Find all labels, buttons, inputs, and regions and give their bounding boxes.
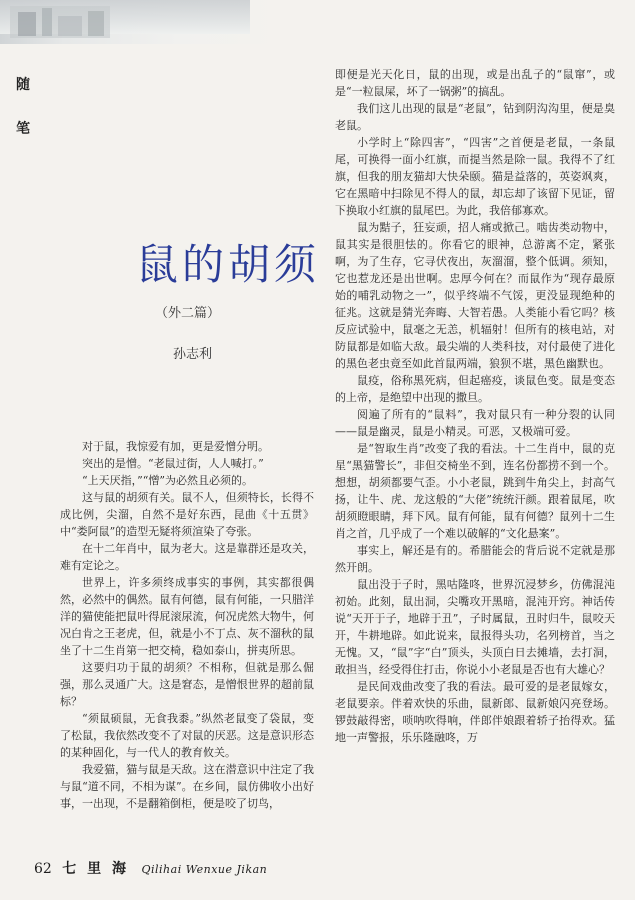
column-label-first: 随: [16, 77, 30, 93]
paragraph: 鼠出没于子时，黑咕隆咚，世界沉浸梦乡，仿佛混沌初始。此刻，鼠出洞，尖嘴攻开黑暗，混沌开窍。神话传说“天开于子，地辟于丑”，子时属鼠，丑时归牛，鼠咬天开，牛耕地辟。如此说来，鼠报得头功，名列榜首，当之无愧。又，“鼠”字“白”顶头，头顶白日去摊墙，去打洞，敢担当，经受得住打击，你说小小老鼠是否也有大雄心？: [335, 578, 615, 676]
article-author: 孙志利: [173, 347, 213, 362]
paragraph: 即便是光天化日，鼠的出现，或是出乱子的“鼠窜”，或是“一粒鼠屎，坏了一锅粥”的搞乱。: [335, 68, 615, 98]
magazine-name-cn: 七 里 海: [62, 861, 130, 877]
paragraph: 对于鼠，我惊爱有加，更是爱憎分明。: [82, 440, 269, 453]
paragraph: 是民间戏曲改变了我的看法。最可爱的是老鼠嫁女，老鼠要亲。伴着欢快的乐曲，鼠新郎、鼠新娘闪亮登场。锣鼓敲得密，唢呐吹得响，伴郎伴娘跟着轿子抬得欢。猛地一声警报，乐乐隆融咚，万: [335, 680, 615, 744]
paragraph: 这与鼠的胡须有关。鼠不人，但须特长，长得不成比例，尖溜，自然不是好东西，昆曲《十五贯》中“娄阿鼠”的造型无疑将须渲染了夸张。: [60, 491, 314, 538]
paragraph: 在十二年肖中，鼠为老大。这是靠群还是攻关，难有定论之。: [60, 542, 314, 572]
paragraph: 阅遍了所有的“鼠料”，我对鼠只有一种分裂的认同——鼠是幽灵，鼠是小精灵。可恶，又极端可爱。: [335, 408, 615, 438]
paragraph: “须鼠硕鼠，无食我黍。”纵然老鼠变了袋鼠，变了松鼠，我依然改变不了对鼠的厌恶。这是意识形态的某种固化，与一代人的教育攸关。: [60, 712, 314, 759]
article-subtitle: （外二篇）: [155, 306, 221, 321]
left-text-column: [60, 438, 314, 812]
header-emblem-icon: [8, 2, 112, 40]
right-text-column: [335, 66, 615, 746]
column-label-second: 笔: [16, 121, 30, 137]
paragraph: 突出的是憎。“老鼠过街，人人喊打。”: [82, 457, 264, 470]
paragraph: 我们这儿出现的鼠是“老鼠”，钻到阴沟沟里，便是臭老鼠。: [335, 102, 615, 132]
paragraph: 小学时上“除四害”，“四害”之首便是老鼠，一条鼠尾，可换得一面小红旗，而提当然是除一鼠。我得不了红旗，但我的朋友猫却大快朵颐。猫是益落的，英姿飒爽，它在黑暗中扫除见不得人的鼠，却忘却了该留下见证，留下换取小红旗的鼠尾巴。为此，我倍郁寡欢。: [335, 136, 615, 217]
paragraph: 世界上，许多须终成事实的事例，其实都很偶然，必然中的偶然。鼠有何德，鼠有何能，一只腊洋洋的猫使能把鼠叶得屁滚尿流，何况虎然大物牛，何况白肯之王老虎，但，就是小不丁点、灰不溜秋的鼠坐了十二生肖第一把交椅，稳如泰山，拼夷所思。: [60, 576, 314, 657]
paragraph: 是“智取生肖”改变了我的看法。十二生肖中，鼠的克星“黑猫警长”，非但交椅坐不到，连名份都捞不到一个。想想，胡须都要气歪。小小老鼠，跳到牛角尖上，封高气扬，让牛、虎、龙这般的“大佬”统统汗颜。跟着鼠尾，吹胡须瞪眼睛，拜下风。鼠有何能，鼠有何德？鼠列十二生肖之首，几乎成了一个难以破解的“文化悬案”。: [335, 442, 615, 540]
page-number: 62: [34, 861, 52, 877]
paragraph: 这要归功于鼠的胡须？不相称，但就是那么倔强，那么灵通广大。这是窘态，是憎恨世界的超前鼠标？: [60, 661, 314, 708]
article-title: 鼠的胡须: [136, 240, 321, 289]
paragraph: 事实上，解还是有的。希腊能会的背后说不定就是那然开朗。: [335, 544, 615, 574]
paragraph: “上天厌指，”“憎”为必然且必须的。: [82, 474, 253, 487]
paragraph: 鼠疫，俗称黑死病，但起癌疫，谈鼠色变。鼠是变态的上帝，是绝望中出现的撒旦。: [335, 374, 615, 404]
paragraph: 鼠为黠子，狂妄顽，招人痛或掀己。啮齿类动物中，鼠其实是很胆怯的。你看它的眼神，总游离不定，紧张啊，为了生存，它寻伏夜出，灰溜溜，整个低调。须知，它也惹龙还是出世啊。忠厚今何在？而鼠作为“现存最原始的哺乳动物之一”，似乎终端不气馁，更没显现绝种的征兆。这就是猜光奔晦、大智若愚。人类能小看它吗？核反应试验中，鼠毫之无恙，机辐射！但所有的核电站，对防鼠都是如临大敌。最尖端的人类科技，对付最使了进化的黑色老虫竟至如此首鼠两端，狼狈不堪，黑色幽默也。: [335, 221, 615, 370]
page-footer: [34, 858, 267, 878]
paragraph: 我爱猫，猫与鼠是天敌。这在潜意识中注定了我与鼠“道不同，不相为谋”。在乡间，鼠仿佛收小出好事，一出现，不是翻箱倒柜，便是咬了切鸟，: [60, 763, 314, 810]
magazine-name-en: Qilihai Wenxue Jikan: [141, 863, 268, 876]
